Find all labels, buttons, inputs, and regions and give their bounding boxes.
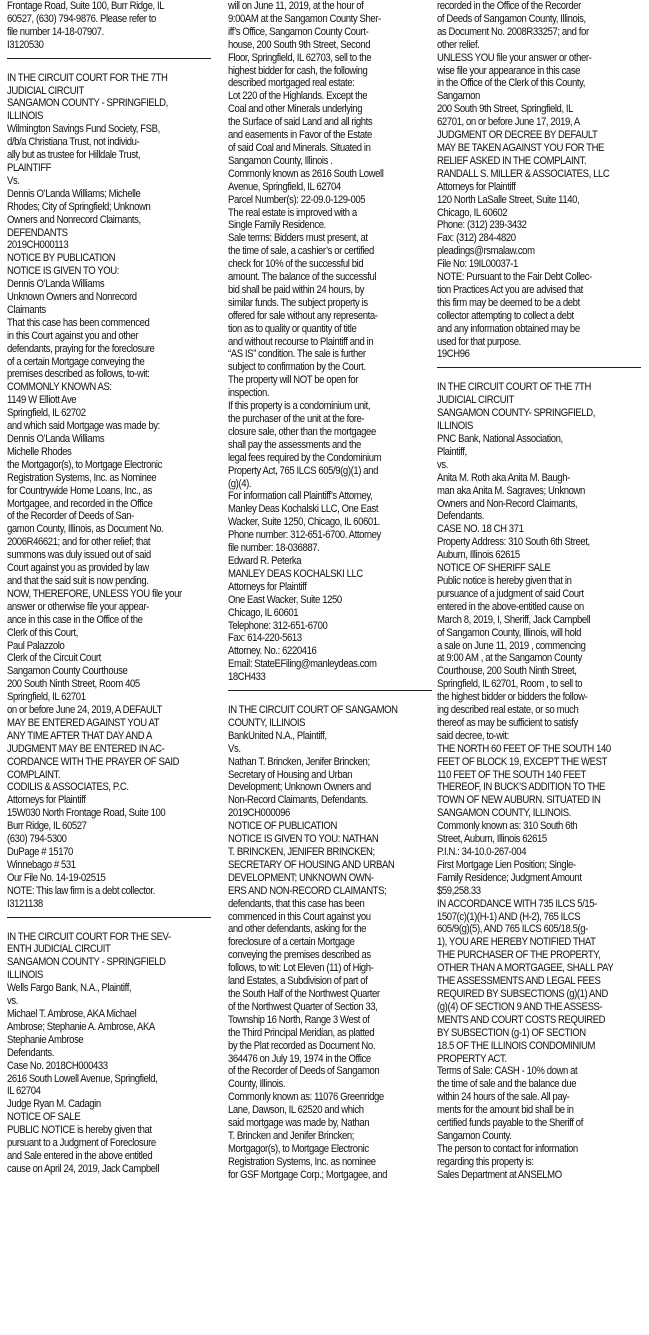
notice-line: of said Coal and Minerals. Situated in: [228, 141, 371, 154]
notice-line: ments for the amount bid shall be in: [437, 1104, 574, 1117]
notice-line: Dennis O’Landa Williams; Michelle: [7, 187, 141, 200]
notice-line: PNC Bank, National Association,: [437, 433, 563, 445]
notice-line: Sangamon: [437, 90, 480, 103]
notice-line: the highest bidder or bidders the follow-: [437, 691, 588, 704]
notice-line: inspection.: [228, 387, 270, 400]
notice-line: Family Residence; Judgment Amount: [437, 871, 582, 884]
notice-line: I3120530: [7, 38, 44, 51]
notice-line: Rhodes; City of Springfield; Unknown: [7, 200, 151, 213]
notice-line: 1149 W Elliott Ave: [7, 394, 77, 407]
notice-line: this firm may be deemed to be a debt: [437, 296, 580, 309]
notice-line: THE ASSESSMENTS AND LEGAL FEES: [437, 975, 601, 988]
notice-line: for GSF Mortgage Corp.; Mortgagee, and: [228, 1168, 387, 1181]
notice-line: file number: 18-036887.: [228, 542, 320, 555]
notice-line: Auburn, Illinois 62615: [437, 549, 520, 562]
notice-line: of Sangamon County, Illinois, will hold: [437, 626, 582, 639]
notice-line: Public notice is hereby given that in: [437, 574, 572, 587]
notice-line: 9:00AM at the Sangamon County Sher-: [228, 12, 381, 25]
notice-line: CASE NO. 18 CH 371: [437, 523, 524, 536]
notice-line: Development; Unknown Owners and: [228, 781, 371, 794]
notice-line: Clerk of the Circuit Court: [7, 652, 101, 665]
notice-line: land Estates, a Subdivision of part of: [228, 975, 368, 988]
notice-line: answer or otherwise file your appear-: [7, 600, 149, 613]
notice-line: Commonly known as 2616 South Lowell: [228, 167, 384, 180]
notice-line: IL 62704: [7, 1085, 41, 1098]
notice-line: Mortgagor(s), to Mortgage Electronic: [228, 1142, 369, 1155]
notice-line: Sales Department at ANSELMO: [437, 1168, 562, 1181]
notice-line: Parcel Number(s): 22-09.0-129-005: [228, 193, 366, 206]
notice-line: legal fees required by the Condominium: [228, 451, 382, 464]
notice-line: defendants, that this case has been: [228, 897, 365, 910]
notice-line: within 24 hours of the sale. All pay-: [437, 1091, 570, 1104]
notice-line: tion Practices Act you are advised that: [437, 283, 583, 296]
notice-line: RELIEF ASKED IN THE COMPLAINT.: [437, 154, 587, 167]
notice-line: T. Brincken and Jenifer Brincken;: [228, 1129, 355, 1142]
notice-line: SECRETARY OF HOUSING AND URBAN: [228, 858, 395, 871]
notice-line: 18CH433: [228, 671, 266, 684]
notice-line: said mortgage was made by, Nathan: [228, 1117, 370, 1130]
notice-line: gamon County, Illinois, as Document No.: [7, 523, 164, 536]
notice-line: pursuant to a Judgment of Foreclosure: [7, 1137, 156, 1150]
notice-line: other relief.: [437, 38, 480, 51]
notice-line: SANGAMON COUNTY, ILLINOIS.: [437, 807, 571, 820]
notice-line: That this case has been commenced: [7, 316, 150, 329]
notice-line: For information call Plaintiff’s Attorney,: [228, 490, 373, 503]
notice-line: of the Recorder of Deeds of Sangamon: [228, 1065, 380, 1078]
notice-line: pleadings@rsmalaw.com: [437, 245, 535, 258]
notice-line: collector attempting to collect a debt: [437, 309, 574, 322]
notice-line: and that the said suit is now pending.: [7, 574, 149, 587]
notice-line: NOTICE OF PUBLICATION: [228, 820, 337, 833]
notice-line: COMMONLY KNOWN AS:: [7, 381, 112, 394]
notice-line: Anita M. Roth aka Anita M. Baugh-: [437, 471, 570, 484]
notice-line: tion as to quality or quantity of title: [228, 322, 357, 335]
notice-line: Dennis O’Landa Williams: [7, 278, 105, 291]
notice-line: Attorney. No.: 6220416: [228, 645, 317, 658]
notice-line: defendants, praying for the foreclosure: [7, 342, 155, 355]
notice-line: RANDALL S. MILLER & ASSOCIATES, LLC: [437, 167, 610, 180]
notice-line: thereof as may be sufficient to satisfy: [437, 716, 578, 729]
notice-line: I3121138: [7, 897, 43, 910]
notice-line: ENTH JUDICIAL CIRCUIT: [7, 943, 111, 956]
notice-line: cause on April 24, 2019, Jack Campbell: [7, 1162, 160, 1175]
notice-line: Dennis O’Landa Williams: [7, 433, 105, 445]
notice-line: Wacker, Suite 1250, Chicago, IL 60601.: [228, 516, 380, 529]
notice-line: the purchaser of the unit at the fore-: [228, 413, 365, 425]
notice-line: vs.: [437, 458, 448, 471]
notice-line: regarding this property is:: [437, 1155, 534, 1168]
notice-line: Terms of Sale: CASH - 10% down at: [437, 1065, 578, 1078]
notice-line: NOTICE BY PUBLICATION: [7, 252, 116, 265]
notice-line: certified funds payable to the Sheriff of: [437, 1117, 583, 1130]
notice-line: 605/9(g)(5), AND 765 ILCS 605/18.5(g-: [437, 923, 588, 936]
notice-line: 364476 on July 19, 1974 in the Office: [228, 1052, 371, 1065]
notice-line: (g)(4) OF SECTION 9 AND THE ASSESS-: [437, 1000, 603, 1013]
notice-line: entered in the above-entitled cause on: [437, 600, 584, 613]
notice-line: Wells Fargo Bank, N.A., Plaintiff,: [7, 982, 132, 995]
notice-line: Attorneys for Plaintiff: [228, 580, 307, 593]
notice-line: Email: StateEFiling@manleydeas.com: [228, 658, 377, 671]
column-2: [228, 0, 432, 1335]
notice-line: used for that purpose.: [437, 335, 521, 348]
notice-line: ance in this case in the Office of the: [7, 613, 143, 626]
notice-line: subject to confirmation by the Court.: [228, 361, 366, 374]
notice-line: of the Northwest Quarter of Section 33,: [228, 1000, 378, 1013]
notice-line: Courthouse, 200 South Ninth Street,: [437, 665, 577, 678]
notice-line: BankUnited N.A., Plaintiff,: [228, 729, 327, 742]
notice-line: County, Illinois.: [228, 1078, 286, 1091]
column-3: [437, 0, 641, 1335]
notice-line: conveying the premises described as: [228, 949, 371, 962]
notice-line: Attorneys for Plaintiff: [437, 180, 516, 193]
notice-line: Nathan T. Brincken, Jenifer Brincken;: [228, 755, 370, 768]
notice-line: 120 North LaSalle Street, Suite 1140,: [437, 193, 580, 206]
notice-line: shall pay the assessments and the: [228, 438, 361, 451]
notice-line: OTHER THAN A MORTGAGEE, SHALL PAY: [437, 962, 614, 975]
notice-line: MANLEY DEAS KOCHALSKI LLC: [228, 567, 363, 580]
notice-line: “AS IS” condition. The sale is further: [228, 348, 366, 361]
notice-line: Court against you as provided by law: [7, 562, 149, 575]
notice-line: house, 200 South 9th Street, Second: [228, 38, 371, 51]
notice-line: Owners and Non-Record Claimants,: [437, 497, 578, 510]
notice-line: Winnebago # 531: [7, 858, 76, 871]
notice-line: the Surface of said Land and all rights: [228, 116, 373, 129]
notice-line: IN THE CIRCUIT COURT OF SANGAMON: [228, 704, 398, 717]
notice-line: ing described real estate, or so much: [437, 704, 579, 717]
notice-wells-fargo-v-ambrose: [7, 931, 211, 1176]
notice-line: 200 South 9th Street, Springfield, IL: [437, 103, 574, 116]
notice-line: at 9:00 AM , at the Sangamon County: [437, 652, 582, 665]
notice-line: for Countrywide Home Loans, Inc., as: [7, 484, 152, 497]
notice-line: closure sale, other than the mortgagee: [228, 425, 376, 438]
notice-line: Michelle Rhodes: [7, 445, 72, 458]
notice-line: COUNTY, ILLINOIS: [228, 716, 306, 729]
notice-line: on or before June 24, 2019, A DEFAULT: [7, 704, 162, 717]
notice-line: Phone: (312) 239-3432: [437, 219, 527, 232]
notice-line: The property will NOT be open for: [228, 374, 359, 387]
notice-line: the South Half of the Northwest Quarter: [228, 987, 380, 1000]
notice-line: Manley Deas Kochalski LLC, One East: [228, 503, 379, 516]
notice-line: and other defendants, asking for the: [228, 923, 367, 936]
notice-line: Paul Palazzolo: [7, 639, 65, 652]
notice-line: JUDGMENT MAY BE ENTERED IN AC-: [7, 742, 165, 755]
notice-line: FEET OF BLOCK 19, EXCEPT THE WEST: [437, 755, 607, 768]
notice-line: will on June 11, 2019, at the hour of: [228, 0, 364, 12]
notice-line: 15W030 North Frontage Road, Suite 100: [7, 807, 166, 820]
notice-line: Phone number: 312-651-6700. Attorney: [228, 529, 381, 542]
notice-line: Edward R. Peterka: [228, 554, 302, 567]
notice-file-14-18-07907-tail: [7, 0, 211, 52]
notice-wells-fargo-v-ambrose-continued: [228, 0, 432, 684]
notice-line: IN ACCORDANCE WITH 735 ILCS 5/15-: [437, 897, 597, 910]
notice-line: Our File No. 14-19-02515: [7, 871, 106, 884]
notice-line: BY SUBSECTION (g-1) OF SECTION: [437, 1026, 586, 1039]
notice-line: offered for sale without any representa-: [228, 309, 378, 322]
notice-line: March 8, 2019, I, Sheriff, Jack Campbell: [437, 613, 591, 626]
notice-line: Sangamon County Courthouse: [7, 665, 128, 678]
notice-line: CORDANCE WITH THE PRAYER OF SAID: [7, 755, 180, 768]
notice-line: by the Plat recorded as Document No.: [228, 1039, 376, 1052]
notice-line: NOTICE OF SHERIFF SALE: [437, 562, 551, 575]
notice-line: Registration Systems, Inc. as nominee: [228, 1155, 376, 1168]
notice-line: Judge Ryan M. Cadagin: [7, 1098, 101, 1111]
notice-line: Claimants: [7, 303, 46, 316]
notice-line: recorded in the Office of the Recorder: [437, 0, 581, 12]
notice-line: ILLINOIS: [7, 969, 43, 982]
notice-line: First Mortgage Lien Position; Single-: [437, 858, 576, 871]
notice-line: and Sale entered in the above entitled: [7, 1149, 153, 1162]
notice-line: Commonly known as: 11076 Greenridge: [228, 1091, 384, 1104]
notice-line: $59,258.33: [437, 884, 481, 897]
notice-line: DEFENDANTS: [7, 226, 68, 239]
notice-line: ally but as trustee for Hilldale Trust,: [7, 149, 141, 162]
notice-line: MAY BE TAKEN AGAINST YOU FOR THE: [437, 141, 605, 154]
notice-line: Street, Auburn, Illinois 62615: [437, 833, 547, 846]
notice-line: MAY BE ENTERED AGAINST YOU AT: [7, 716, 160, 729]
notice-line: Vs.: [7, 174, 20, 187]
notice-line: check for 10% of the successful bid: [228, 258, 364, 271]
column-1: [7, 0, 211, 1335]
notice-line: NOTE: This law firm is a debt collector.: [7, 884, 155, 897]
notice-line: bid shall be paid within 24 hours, by: [228, 283, 365, 296]
notice-line: P.I.N.: 34-10.0-267-004: [437, 846, 527, 858]
notice-line: highest bidder for cash, the following: [228, 64, 368, 77]
notice-line: NOTICE OF SALE: [7, 1111, 81, 1124]
notice-line: man aka Anita M. Sagraves; Unknown: [437, 484, 585, 497]
notice-line: SANGAMON COUNTY - SPRINGFIELD: [7, 956, 166, 969]
notice-line: ILLINOIS: [437, 420, 473, 433]
notice-line: foreclosure of a certain Mortgage: [228, 936, 355, 949]
notice-line: file number 14-18-07907.: [7, 25, 104, 38]
notice-line: Avenue, Springfield, IL 62704: [228, 180, 341, 193]
notice-line: SANGAMON COUNTY- SPRINGFIELD,: [437, 407, 595, 420]
notice-line: Single Family Residence.: [228, 219, 326, 232]
notice-line: MENTS AND COURT COSTS REQUIRED: [437, 1013, 606, 1026]
notice-line: NOW, THEREFORE, UNLESS YOU file your: [7, 587, 182, 600]
notice-line: d/b/a Christiana Trust, not individu-: [7, 136, 140, 149]
notice-line: Non-Record Claimants, Defendants.: [228, 794, 368, 807]
notice-line: Commonly known as: 310 South 6th: [437, 820, 578, 833]
notice-line: 19CH96: [437, 348, 470, 361]
notice-line: THE NORTH 60 FEET OF THE SOUTH 140: [437, 742, 611, 755]
notice-line: 62701, on or before June 17, 2019, A: [437, 116, 580, 129]
notice-line: 1507(c)(1)(H-1) AND (H-2), 765 ILCS: [437, 910, 581, 923]
notice-line: The person to contact for information: [437, 1142, 578, 1155]
notice-line: and easements in Favor of the Estate: [228, 129, 372, 142]
notice-line: 18.5 OF THE ILLINOIS CONDOMINIUM: [437, 1039, 595, 1052]
notice-line: vs.: [7, 995, 18, 1008]
notice-line: JUDGMENT OR DECREE BY DEFAULT: [437, 129, 598, 142]
notice-line: SANGAMON COUNTY - SPRINGFIELD,: [7, 97, 168, 110]
notice-line: NOTICE IS GIVEN TO YOU: NATHAN: [228, 833, 379, 846]
notice-line: Attorneys for Plaintiff: [7, 794, 86, 807]
notice-line: TOWN OF NEW AUBURN. SITUATED IN: [437, 794, 601, 807]
notice-bankunited-v-brincken: [228, 704, 432, 1182]
notice-line: JUDICIAL CIRCUIT: [437, 394, 514, 407]
notice-line: ILLINOIS: [7, 110, 43, 123]
notice-line: 2019CH000113: [7, 239, 69, 252]
notice-line: Registration Systems, Inc. as Nominee: [7, 471, 157, 484]
notice-line: amount. The balance of the successful: [228, 271, 377, 284]
notice-line: DuPage # 15170: [7, 846, 73, 858]
notice-line: Chicago, IL 60601: [228, 606, 299, 619]
notice-line: THE PURCHASER OF THE PROPERTY,: [437, 949, 601, 962]
notice-line: Sale terms: Bidders must present, at: [228, 232, 368, 245]
notice-line: Ambrose; Stephanie A. Ambrose, AKA: [7, 1020, 155, 1033]
notice-line: ERS AND NON-RECORD CLAIMANTS;: [228, 884, 387, 897]
notice-line: PUBLIC NOTICE is hereby given that: [7, 1124, 152, 1137]
notice-line: in this Court against you and other: [7, 329, 139, 342]
notice-line: Springfield, IL 62702: [7, 407, 86, 420]
notice-line: Wilmington Savings Fund Society, FSB,: [7, 123, 160, 136]
notice-line: Fax: 614-220-5613: [228, 632, 302, 645]
notice-line: Case No. 2018CH000433: [7, 1059, 108, 1072]
notice-line: the Mortgagor(s), to Mortgage Electronic: [7, 458, 162, 471]
notice-line: summons was duly issued out of said: [7, 549, 151, 562]
notice-line: 2006R46621; and for other relief; that: [7, 536, 151, 549]
notice-line: as Document No. 2008R33257; and for: [437, 25, 589, 38]
notice-line: pursuance of a judgment of said Court: [437, 587, 584, 600]
notice-line: UNLESS YOU file your answer or other-: [437, 51, 592, 64]
notice-line: CODILIS & ASSOCIATES, P.C.: [7, 781, 129, 794]
notice-line: wise file your appearance in this case: [437, 64, 581, 77]
notice-line: T. BRINCKEN, JENIFER BRINCKEN;: [228, 846, 375, 858]
notice-line: (g)(4).: [228, 477, 252, 490]
notice-line: premises described as follows, to-wit:: [7, 368, 150, 381]
notice-line: Plaintiff,: [437, 445, 467, 458]
notice-line: JUDICIAL CIRCUIT: [7, 84, 84, 97]
notice-line: If this property is a condominium unit,: [228, 400, 371, 413]
notice-line: 60527, (630) 794-9876. Please refer to: [7, 12, 156, 25]
notice-line: of Deeds of Sangamon County, Illinois,: [437, 12, 586, 25]
notice-line: PLAINTIFF: [7, 161, 52, 174]
notice-line: PROPERTY ACT.: [437, 1052, 507, 1065]
notice-line: iff’s Office, Sangamon County Court-: [228, 25, 369, 38]
notice-pnc-v-roth: [437, 381, 641, 1181]
notice-bankunited-v-brincken-continued: [437, 0, 641, 361]
notice-line: Lane, Dawson, IL 62520 and which: [228, 1104, 364, 1117]
notice-line: (630) 794-5300: [7, 833, 67, 846]
notice-line: Springfield, IL 62701: [7, 691, 86, 704]
notice-line: Property Act, 765 ILCS 605/9(g)(1) and: [228, 464, 378, 477]
notice-line: Defendants.: [437, 510, 484, 523]
notice-line: THEREOF, IN BUCK’S ADDITION TO THE: [437, 781, 605, 794]
notice-line: 200 South Ninth Street, Room 405: [7, 678, 140, 691]
notice-line: of a certain Mortgage conveying the: [7, 355, 145, 368]
notice-line: Fax: (312) 284-4820: [437, 232, 516, 245]
notice-line: Vs.: [228, 742, 241, 755]
notice-line: similar funds. The subject property is: [228, 296, 368, 309]
notice-line: said decree, to-wit:: [437, 729, 509, 742]
notice-line: 2616 South Lowell Avenue, Springfield,: [7, 1072, 158, 1085]
notice-line: Telephone: 312-651-6700: [228, 619, 328, 632]
notice-line: 1), YOU ARE HEREBY NOTIFIED THAT: [437, 936, 596, 949]
notice-line: Unknown Owners and Nonrecord: [7, 291, 137, 304]
notice-wilmington-v-williams: [7, 72, 211, 911]
notice-line: 2019CH000096: [228, 807, 290, 820]
notice-line: Defendants.: [7, 1046, 54, 1059]
notice-line: the time of sale and the balance due: [437, 1078, 577, 1091]
notice-line: DEVELOPMENT; UNKNOWN OWN-: [228, 871, 374, 884]
notice-line: and any information obtained may be: [437, 322, 580, 335]
notice-line: the Third Principal Meridian, as platted: [228, 1026, 375, 1039]
notice-line: Coal and other Minerals underlying: [228, 103, 363, 116]
notice-line: Frontage Road, Suite 100, Burr Ridge, IL: [7, 0, 165, 12]
notice-line: Secretary of Housing and Urban: [228, 768, 353, 781]
notice-line: Springfield, IL 62701, Room , to sell to: [437, 678, 583, 691]
notice-line: in the Office of the Clerk of this County,: [437, 77, 585, 90]
notice-line: REQUIRED BY SUBSECTIONS (g)(1) AND: [437, 987, 608, 1000]
notice-line: and without recourse to Plaintiff and in: [228, 335, 374, 348]
notice-line: Floor, Springfield, IL 62703, sell to the: [228, 51, 372, 64]
notice-line: a sale on June 11, 2019 , commencing: [437, 639, 586, 652]
notice-line: Property Address: 310 South 6th Street,: [437, 536, 590, 549]
notice-line: Sangamon County.: [437, 1129, 512, 1142]
notice-line: Chicago, IL 60602: [437, 206, 508, 219]
notice-line: Clerk of this Court,: [7, 626, 78, 639]
notice-line: 110 FEET OF THE SOUTH 140 FEET: [437, 768, 586, 781]
notice-line: described mortgaged real estate:: [228, 77, 355, 90]
notice-line: COMPLAINT.: [7, 768, 61, 781]
notice-line: and which said Mortgage was made by:: [7, 420, 160, 433]
notice-line: IN THE CIRCUIT COURT OF THE 7TH: [437, 381, 591, 394]
notice-line: Township 16 North, Range 3 West of: [228, 1013, 370, 1026]
notice-line: follows, to wit: Lot Eleven (11) of High-: [228, 962, 374, 975]
notice-line: Sangamon County, Illinois .: [228, 154, 333, 167]
notice-line: ANY TIME AFTER THAT DAY AND A: [7, 729, 152, 742]
notice-line: the time of sale, a cashier’s or certified: [228, 245, 374, 258]
notice-line: Stephanie Ambrose: [7, 1033, 84, 1046]
notice-line: NOTE: Pursuant to the Fair Debt Collec-: [437, 271, 592, 284]
notice-line: The real estate is improved with a: [228, 206, 357, 219]
notice-line: Burr Ridge, IL 60527: [7, 820, 87, 833]
notice-line: File No: 19IL00037-1: [437, 258, 518, 271]
notice-line: IN THE CIRCUIT COURT FOR THE 7TH: [7, 71, 168, 84]
notice-line: of the Recorder of Deeds of San-: [7, 510, 134, 523]
notice-line: Lot 220 of the Highlands. Except the: [228, 90, 368, 103]
notice-line: One East Wacker, Suite 1250: [228, 593, 342, 606]
notice-line: Owners and Nonrecord Claimants,: [7, 213, 141, 226]
notice-line: Mortgagee, and recorded in the Office: [7, 497, 153, 510]
notice-line: Michael T. Ambrose, AKA Michael: [7, 1007, 137, 1020]
notice-line: NOTICE IS GIVEN TO YOU:: [7, 265, 120, 278]
notice-line: commenced in this Court against you: [228, 910, 371, 923]
notice-line: IN THE CIRCUIT COURT FOR THE SEV-: [7, 930, 171, 943]
